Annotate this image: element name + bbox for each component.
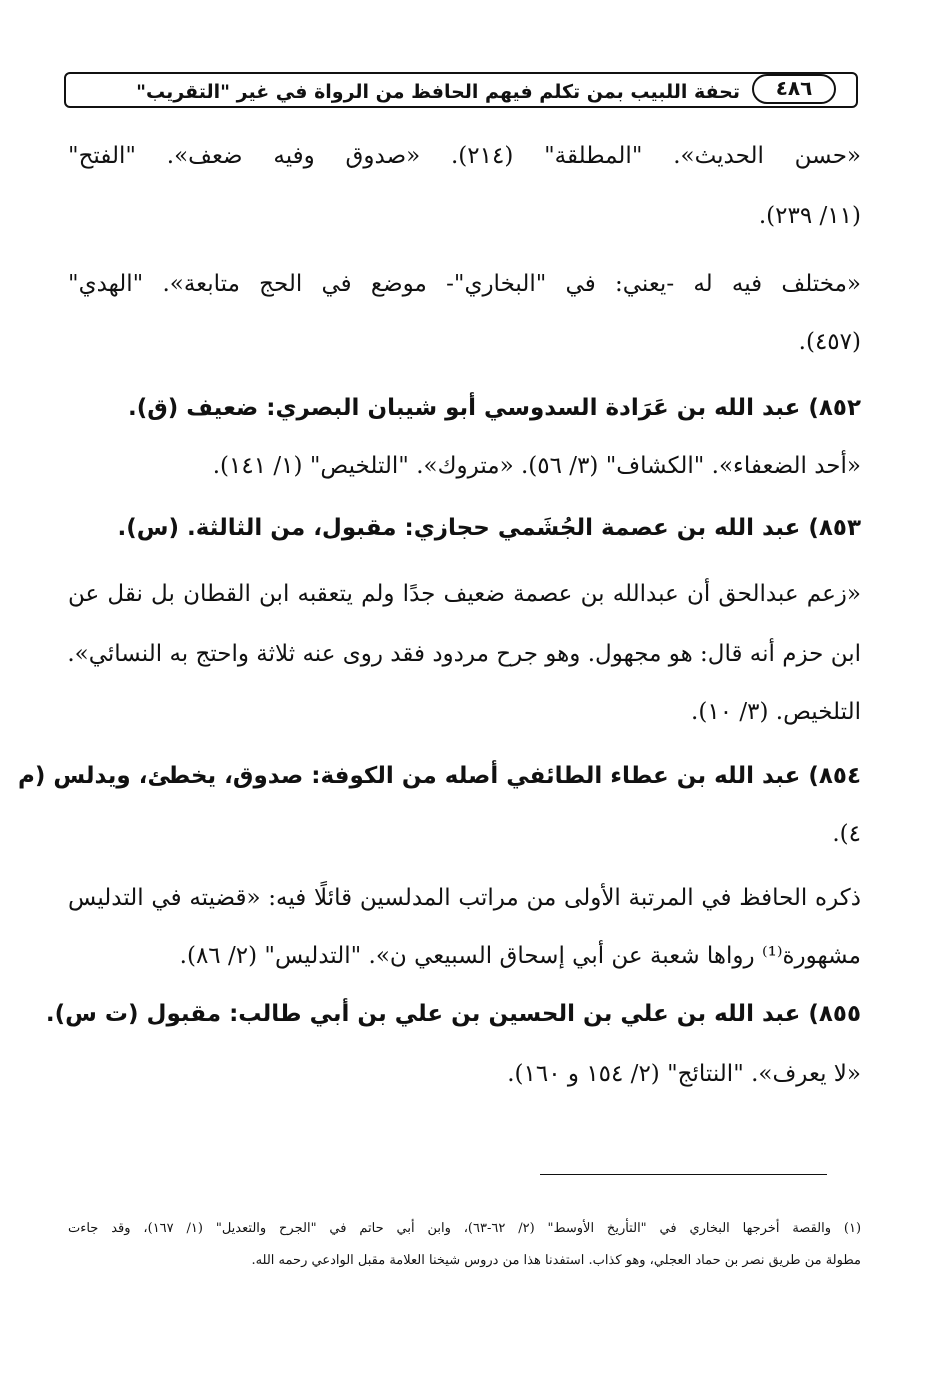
body-line: (٤٥٧). <box>798 329 861 355</box>
body-line: «زعم عبدالحق أن عبدالله بن عصمة ضعيف جدًا ولم يتعقبه ابن القطان بل نقل عن <box>68 581 861 607</box>
page-number: ٤٨٦ <box>752 74 836 104</box>
footnote-line: مطولة من طريق نصر بن حماد العجلي، وهو كذاب. استفدنا هذا من دروس شيخنا العلامة مقبل الوادعي رحمه الله. <box>251 1253 861 1268</box>
footnote-line: (١) والقصة أخرجها البخاري في "التأريخ الأوسط" (٢/ ٦٢-٦٣)، وابن أبي حاتم في "الجرح والتعديل" (١/ ١٦٧)، وقد جاءت <box>68 1221 862 1236</box>
body-line: «مختلف فيه له -يعني: في "البخاري"- موضع في الحج متابعة». "الهدي" <box>68 271 861 297</box>
body-line: ابن حزم أنه قال: هو مجهول. وهو جرح مردود فقد روى عنه ثلاثة واحتج به النسائي». <box>67 641 861 667</box>
entry-855-heading: ٨٥٥) عبد الله بن علي بن الحسين بن علي بن أبي طالب: مقبول (ت س). <box>45 1001 861 1027</box>
body-line: «لا يعرف». "النتائج" (٢/ ١٥٤ و ١٦٠). <box>507 1061 861 1087</box>
entry-852-heading: ٨٥٢) عبد الله بن عَرَادة السدوسي أبو شيبان البصري: ضعيف (ق). <box>127 395 861 421</box>
body-line: ذكره الحافظ في المرتبة الأولى من مراتب المدلسين قائلًا فيه: «قضيته في التدليس <box>68 885 861 911</box>
body-line: «أحد الضعفاء». "الكشاف" (٣/ ٥٦). «متروك». "التلخيص" (١/ ١٤١). <box>212 453 861 479</box>
body-line: (١١/ ٢٣٩). <box>758 203 861 229</box>
footnote-separator <box>540 1174 827 1175</box>
body-line: ٤). <box>832 821 861 847</box>
entry-853-heading: ٨٥٣) عبد الله بن عصمة الجُشَمي حجازي: مقبول، من الثالثة. (س). <box>117 515 861 541</box>
body-line: «حسن الحديث». "المطلقة" (٢١٤). «صدوق وفيه ضعف». "الفتح" <box>68 143 861 169</box>
running-header-title: تحفة اللبيب بمن تكلم فيهم الحافظ من الرواة في غير "التقريب" <box>136 81 740 103</box>
entry-854-heading: ٨٥٤) عبد الله بن عطاء الطائفي أصله من الكوفة: صدوق، يخطئ، ويدلس (م <box>17 763 861 789</box>
body-line: مشهورة⁽¹⁾ رواها شعبة عن أبي إسحاق السبيعي ن». "التدليس" (٢/ ٨٦). <box>179 943 861 969</box>
body-line: التلخيص. (٣/ ١٠). <box>691 699 861 725</box>
